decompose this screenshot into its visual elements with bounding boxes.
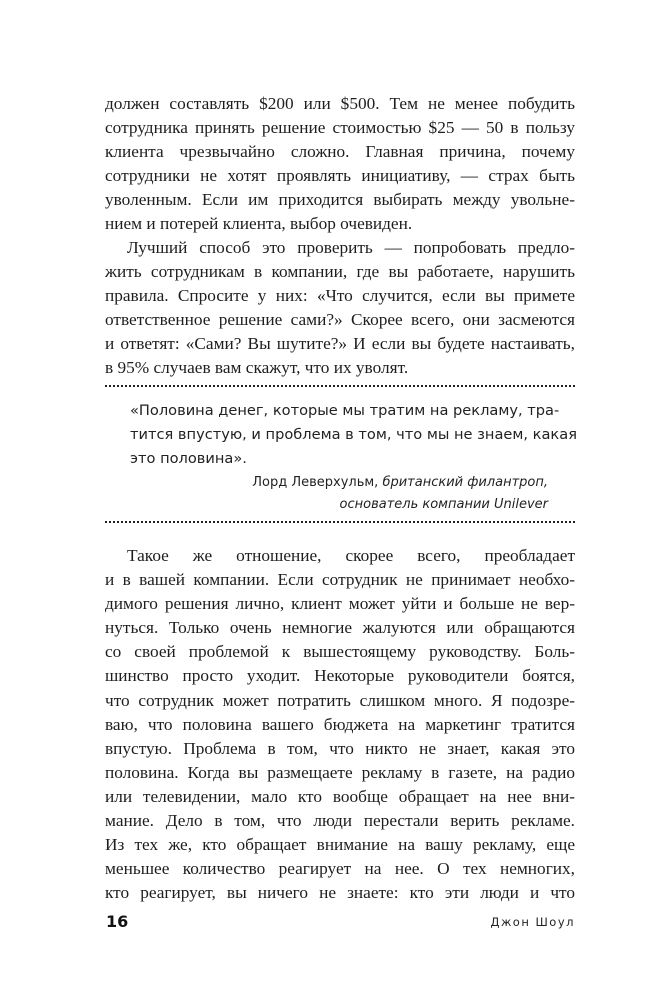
text-line: ваю, что половина вашего бюджета на маркетинг тратится: [105, 714, 575, 734]
paragraph-3: [105, 544, 575, 905]
text-line: сотрудника принять решение стоимостью $25 — 50 в пользу: [105, 118, 575, 138]
quote-attribution: [130, 472, 548, 516]
text-line: жить сотрудникам в компании, где вы работаете, нарушить: [105, 262, 575, 282]
attribution-line-1: [130, 472, 548, 494]
body-paragraph: [105, 544, 575, 905]
dotted-divider-bottom: [105, 521, 575, 523]
text-line: и ответят: «Сами? Вы шутите?» И если вы будете настаивать,: [105, 334, 575, 354]
text-line: половина. Когда вы размещаете рекламу в газете, на радио: [105, 762, 575, 782]
text-line: шинство просто уходит. Некоторые руководители боятся,: [105, 666, 575, 686]
quote-line: тится впустую, и проблема в том, что мы не знаем, какая: [130, 426, 577, 443]
text-line: мание. Дело в том, что люди перестали верить рекламе.: [105, 811, 575, 831]
text-line: меньшее количество реагирует на нее. О тех немногих,: [105, 859, 575, 879]
quote-line: это половина».: [130, 450, 247, 467]
quote-author-desc: британский филантроп,: [382, 475, 548, 490]
page-number: 16: [106, 912, 129, 931]
text-line: нием и потерей клиента, выбор очевиден.: [105, 214, 413, 234]
quote-line: «Половина денег, которые мы тратим на рекламу, тра-: [130, 402, 560, 419]
body-paragraph: [105, 92, 575, 237]
text-line: Такое же отношение, скорее всего, преобладает: [127, 546, 575, 565]
dotted-divider-top: [105, 385, 575, 387]
text-line: нуться. Только очень немногие жалуются или обращаются: [105, 618, 575, 638]
text-line: впустую. Проблема в том, что никто не знает, какая это: [105, 738, 575, 758]
text-line: уволенным. Если им приходится выбирать между увольне-: [105, 190, 575, 210]
text-line: ответственное решение сами?» Скорее всего, они засмеются: [105, 310, 575, 330]
text-line: что сотрудник может потратить слишком много. Я подозре-: [105, 690, 575, 710]
text-line: и в вашей компании. Если сотрудник не принимает необхо-: [105, 570, 575, 590]
paragraph-top: [105, 92, 575, 237]
paragraph-2: [105, 236, 575, 381]
text-line: или телевидении, мало кто вообще обращает на нее вни-: [105, 786, 575, 806]
text-line: правила. Спросите у них: «Что случится, если вы примете: [105, 286, 575, 306]
quote-author: Лорд Леверхульм,: [252, 475, 379, 490]
text-line: клиента чрезвычайно сложно. Главная причина, почему: [105, 142, 575, 162]
attribution-line-2: основатель компании Unilever: [339, 497, 548, 512]
epigraph-quote: [130, 399, 577, 471]
text-line: кто реагирует, вы ничего не знаете: кто эти люди и что: [105, 883, 575, 903]
body-paragraph: [105, 236, 575, 381]
text-line: сотрудники не хотят проявлять инициативу, — страх быть: [105, 166, 575, 186]
text-line: должен составлять $200 или $500. Тем не менее побудить: [105, 94, 575, 113]
text-line: Из тех же, кто обращает внимание на вашу рекламу, еще: [105, 835, 575, 855]
text-line: со своей проблемой к вышестоящему руководству. Боль-: [105, 642, 575, 662]
text-line: в 95% случаев вам скажут, что их уволят.: [105, 358, 409, 378]
text-line: Лучший способ это проверить — попробовать предло-: [127, 238, 575, 257]
running-head-author: Джон Шоул: [490, 915, 575, 929]
text-line: димого решения лично, клиент может уйти и больше не вер-: [105, 594, 575, 614]
